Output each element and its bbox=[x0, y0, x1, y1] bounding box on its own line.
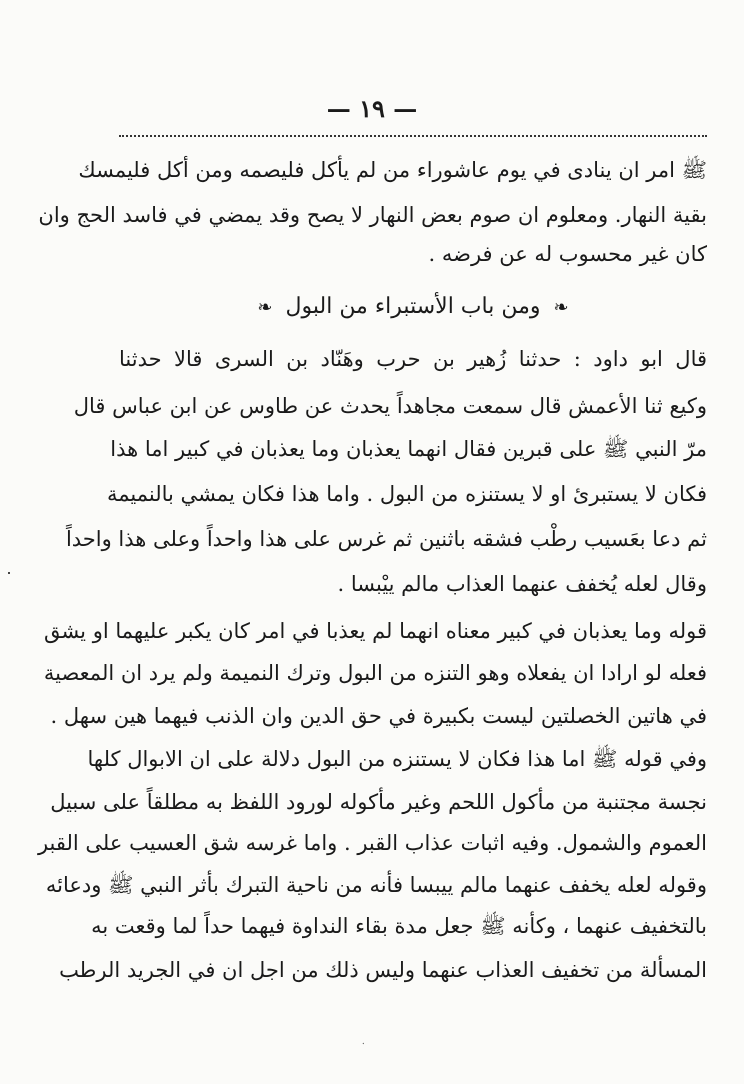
hadith-line-1: قال ابو داود : حدثنا زُهير بن حرب وهَنّاد بن السرى قالا حدثنا bbox=[119, 347, 707, 371]
chapter-title: ومن باب الأستبراء من البول bbox=[285, 294, 541, 319]
ornament-right-icon: ❧ bbox=[553, 297, 569, 318]
header-rule bbox=[119, 135, 707, 137]
footer-mark: ⸱ bbox=[362, 1039, 365, 1050]
commentary1-line-1: قوله وما يعذبان في كبير معناه انهما لم يعذبا في امر كان يكبر عليهما او يشق bbox=[43, 619, 707, 643]
chapter-heading bbox=[119, 292, 707, 323]
commentary1-line-3: في هاتين الخصلتين ليست بكبيرة في حق الدين وان الذنب فيهما هين سهل . bbox=[50, 704, 707, 728]
hadith-line-3: مرّ النبي ﷺ على قبرين فقال انهما يعذبان وما يعذبان في كبير اما هذا bbox=[110, 437, 707, 461]
commentary2-line-5: بالتخفيف عنهما ، وكأنه ﷺ جعل مدة بقاء النداوة فيهما حداً لما وقعت به bbox=[91, 914, 707, 938]
page-number: — ١٩ — bbox=[326, 94, 418, 123]
hadith-line-6: وقال لعله يُخفف عنهما العذاب مالم ييْبسا . bbox=[337, 572, 707, 596]
hadith-line-4: فكان لا يستبرئ او لا يستنزه من البول . واما هذا فكان يمشي بالنميمة bbox=[107, 482, 707, 506]
hadith-line-5: ثم دعا بعَسيب رطْب فشقه باثنين ثم غرس على هذا واحداً وعلى هذا واحداً bbox=[65, 527, 707, 551]
commentary2-line-6: المسألة من تخفيف العذاب عنهما وليس ذلك من اجل ان في الجريد الرطب bbox=[59, 958, 707, 982]
commentary1-line-2: فعله لو ارادا ان يفعلاه وهو التنزه من البول وترك النميمة ولم يرد ان المعصية bbox=[43, 661, 707, 685]
margin-dot bbox=[8, 572, 10, 574]
intro-line-2: بقية النهار. ومعلوم ان صوم بعض النهار لا يصح وقد يمضي في فاسد الحج وان bbox=[38, 203, 707, 227]
commentary2-line-2: نجسة مجتنبة من مأكول اللحم وغير مأكوله لورود اللفظ به مطلقاً على سبيل bbox=[50, 790, 707, 814]
commentary2-line-3: العموم والشمول. وفيه اثبات عذاب القبر . واما غرسه شق العسيب على القبر bbox=[37, 831, 707, 855]
commentary2-line-4: وقوله لعله يخفف عنهما مالم ييبسا فأنه من ناحية التبرك بأثر النبي ﷺ ودعائه bbox=[45, 873, 707, 897]
commentary2-line-1: وفي قوله ﷺ اما هذا فكان لا يستنزه من البول دلالة على ان الابوال كلها bbox=[87, 747, 707, 771]
ornament-left-icon: ❧ bbox=[257, 297, 273, 318]
hadith-line-2: وكيع ثنا الأعمش قال سمعت مجاهداً يحدث عن طاوس عن ابن عباس قال bbox=[73, 394, 707, 418]
intro-line-3: كان غير محسوب له عن فرضه . bbox=[428, 242, 707, 266]
intro-line-1: ﷺ امر ان ينادى في يوم عاشوراء من لم يأكل فليصمه ومن أكل فليمسك bbox=[78, 158, 707, 182]
